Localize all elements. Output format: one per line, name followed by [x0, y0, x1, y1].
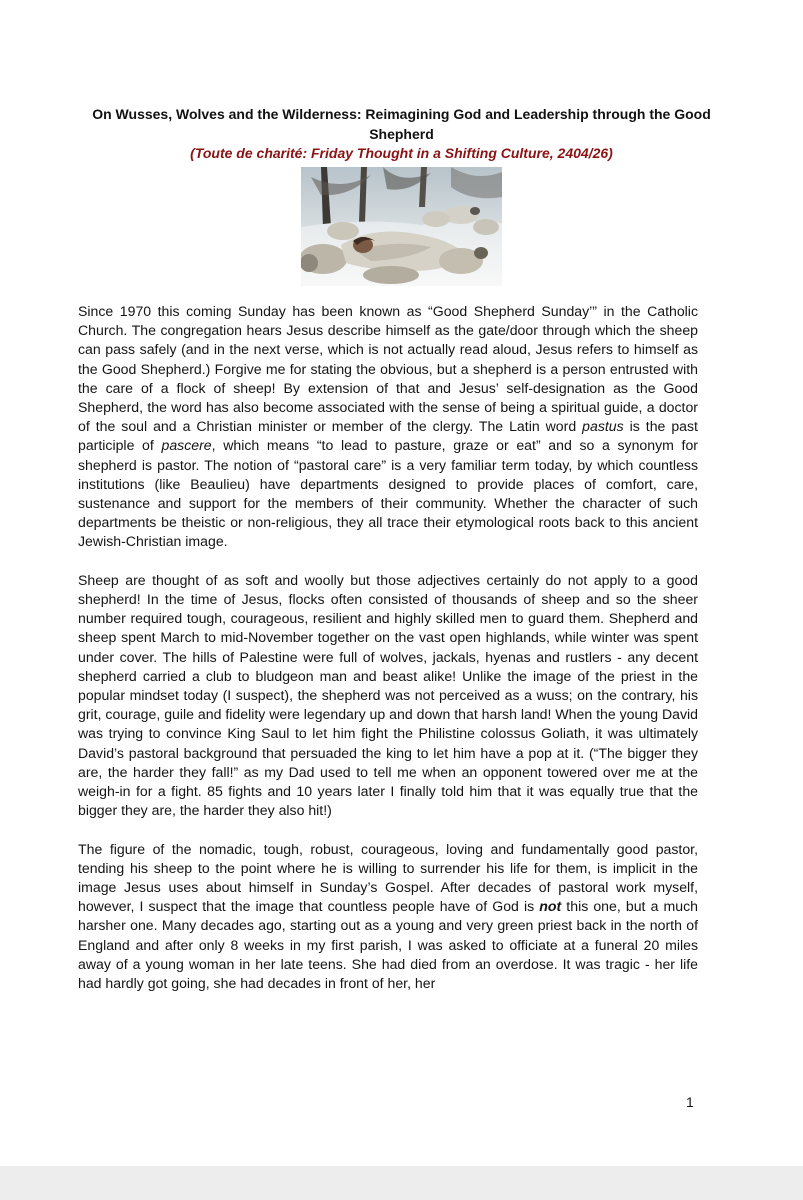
- emphasized-text: pascere: [161, 437, 212, 454]
- document-subtitle: (Toute de charité: Friday Thought in a Shifting Culture, 2404/26): [190, 145, 613, 161]
- paragraph-3: [78, 840, 698, 994]
- body-text: [78, 302, 698, 1012]
- page-number: 1: [686, 1094, 694, 1110]
- emphasized-text: not: [539, 898, 562, 915]
- text-run: , which means “to lead to pasture, graze or eat” and so a synonym for shepherd is pastor. The notion of “pastoral care” is a very familiar term today, by which countless institutions (like Beaulieu) have departments designed to provide places of comfort, care, sustenance and support for the members of their community. Whether the character of such departments be theistic or non-religious, they all trace their etymological roots back to this ancient Jewish-Christian image.: [78, 437, 698, 550]
- paragraph-2: [78, 571, 698, 821]
- text-run: Since 1970 this coming Sunday has been known as “Good Shepherd Sunday’” in the Catholic Church. The congregation hears Jesus describe himself as the gate/door through which the sheep can pass safely (and in the next verse, which is not actually read aloud, Jesus refers to himself as the Good Shepherd.) Forgive me for stating the obvious, but a shepherd is a person entrusted with the care of a flock of sheep! By extension of that and Jesus’ self-designation as the Good Shepherd, the word has also become associated with the sense of being a spiritual guide, a doctor of the soul and a Christian minister or member of the clergy. The Latin word: [78, 303, 698, 435]
- paragraph-1: [78, 302, 698, 552]
- emphasized-text: pastus: [582, 418, 624, 435]
- shepherd-photo: [301, 167, 502, 286]
- text-run: is the past participle of: [78, 418, 698, 454]
- shepherd-photo-illustration: [301, 167, 502, 286]
- text-run: The figure of the nomadic, tough, robust, courageous, loving and fundamentally good pastor, tending his sheep to the point where he is willing to surrender his life for them, is implicit in the image Jesus uses about himself in Sunday’s Gospel. After decades of pastoral work myself, however, I suspect that the image that countless people have of God is: [78, 840, 698, 915]
- text-run: this one, but a much harsher one. Many decades ago, starting out as a young and very green priest back in the north of England and after only 8 weeks in my first parish, I was asked to officiate at a funeral 20 miles away of a young woman in her late teens. She had died from an overdose. It was tragic - her life had hardly got going, she had decades in front of her, her: [78, 898, 698, 992]
- text-run: Sheep are thought of as soft and woolly but those adjectives certainly do not apply to a good shepherd! In the time of Jesus, flocks often consisted of thousands of sheep and so the sheer number required tough, courageous, resilient and highly skilled men to guard them. Shepherd and sheep spent March to mid-November together on the vast open highlands, while winter was spent under cover. The hills of Palestine were full of wolves, jackals, hyenas and rustlers - any decent shepherd carried a club to bludgeon man and beast alike! Unlike the image of the priest in the popular mindset today (I suspect), the shepherd was not perceived as a wuss; on the contrary, his grit, courage, guile and fidelity were legendary up and down that harsh land! When the young David was trying to convince King Saul to let him fight the Philistine colossus Goliath, it was ultimately David’s pastoral background that persuaded the king to let him have a pop at it. (“The bigger they are, the harder they fall!” as my Dad used to tell me when an opponent towered over me at the weigh-in for a fight. 85 fights and 10 years later I finally told him that it was equally true that the bigger they are, the harder they also hit!): [78, 571, 698, 819]
- viewer-background: [0, 1166, 803, 1200]
- document-title: On Wusses, Wolves and the Wilderness: Reimagining God and Leadership through the Good Shepherd: [92, 106, 711, 142]
